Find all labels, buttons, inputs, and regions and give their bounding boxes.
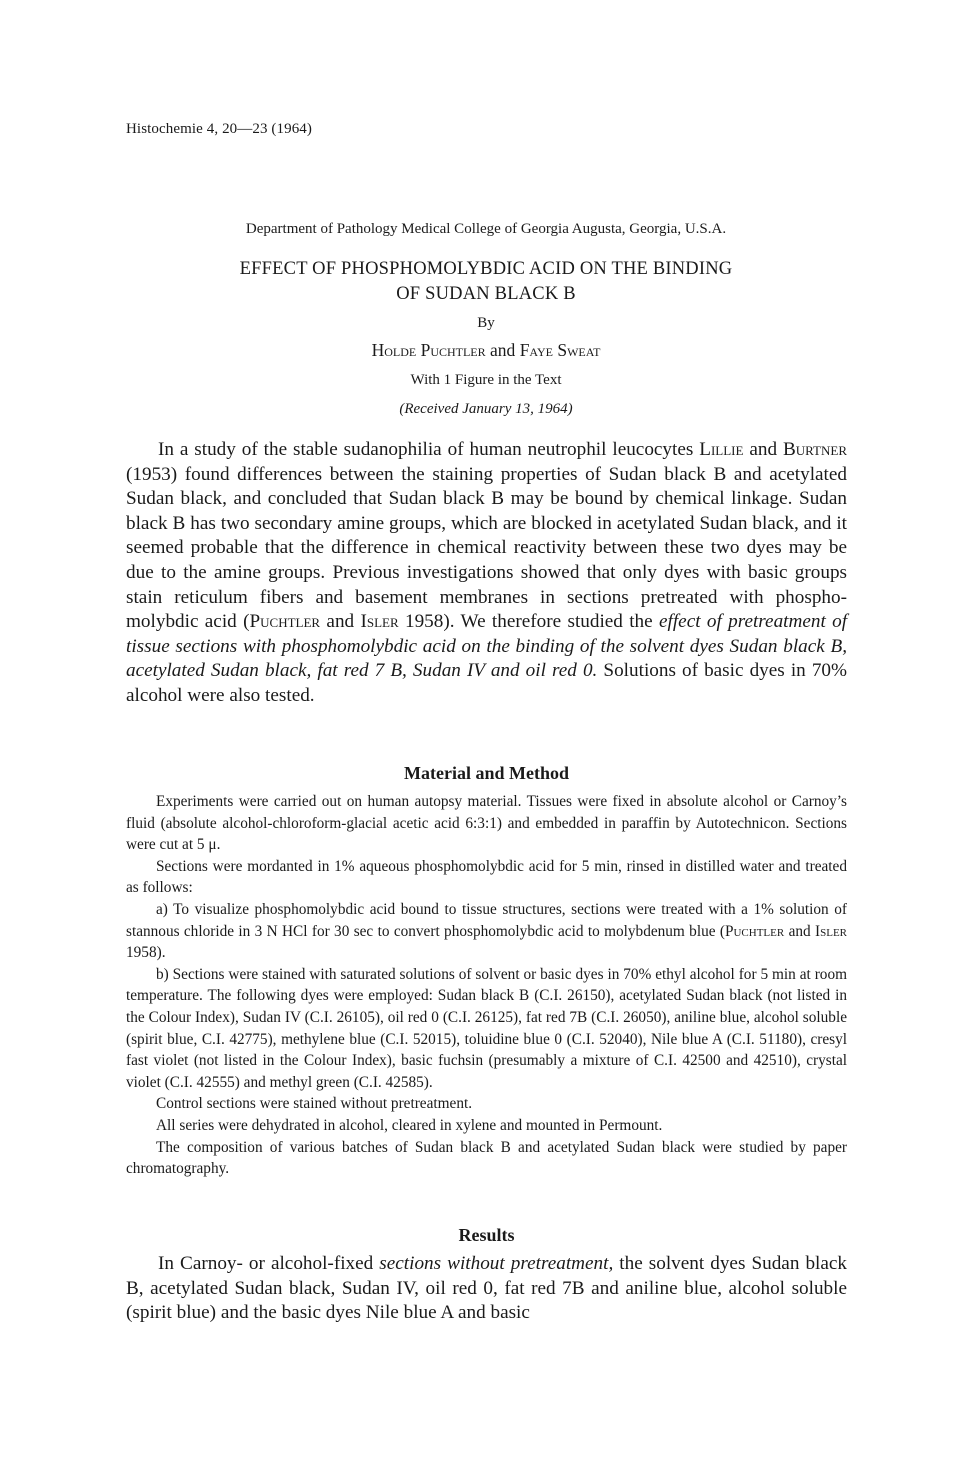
method-paragraph: The composition of various batches of Sudan black B and acetylated Sudan black were studied by paper chromatography. (126, 1138, 847, 1178)
intro-text: 1958). We therefore studied the (404, 611, 653, 633)
method-paragraph: Sections were mordanted in 1% aqueous phosphomolybdic acid for 5 min, rinsed in distilled water and treated as follows: (126, 857, 847, 897)
results-section (126, 1252, 847, 1326)
method-paragraph: All series were dehydrated in alcohol, cleared in xylene and mounted in Permount. (156, 1116, 663, 1134)
by-line: By (477, 315, 495, 331)
ref-isler: Isler (815, 922, 848, 940)
intro-text: (1953) found differences between the staining properties of Sudan black B and acetylated Sudan black, and concluded that Sudan black B may be bound by chemical linkage. Sudan black B has two secondary amine groups, which are blocked in acetylated Sudan black, and it seemed probable that the difference in chemical reactivity between these two dyes may be due to the amine groups. Previous investigations showed that only dyes with basic groups stain reticulum fibers and basement membranes in sections pretreated with phospho-molybdic acid ( (126, 463, 847, 633)
method-text: and (788, 922, 811, 940)
ref-burtner: Burtner (782, 439, 848, 460)
results-text: In Carnoy- or alcohol-fixed (158, 1253, 374, 1274)
results-paragraph (126, 1252, 847, 1326)
method-text: 1958). (126, 944, 166, 962)
ref-lillie: Lillie (699, 439, 744, 460)
author-1: Holde Puchtler (371, 340, 486, 360)
authors (126, 340, 846, 361)
authors-and: and (490, 340, 516, 360)
author-2: Faye Sweat (519, 340, 601, 360)
paper-title (126, 257, 846, 307)
ref-isler: Isler (360, 611, 399, 633)
title-line-1: EFFECT OF PHOSPHOMOLYBDIC ACID ON THE BINDING (239, 259, 733, 279)
intro-text: and (326, 611, 355, 633)
introduction (126, 438, 847, 709)
received-date: (Received January 13, 1964) (399, 401, 573, 417)
intro-paragraph (126, 438, 847, 709)
intro-text: In a study of the stable sudanophilia of human neutrophil leucocytes (158, 439, 694, 460)
journal-citation: Histochemie 4, 20—23 (1964) (126, 121, 313, 137)
intro-text: and (749, 439, 778, 460)
method-text: a) To visualize phosphomolybdic acid bound to tissue structures, sections were treated with a 1% solution of stannous chloride in 3 N HCl for 30 sec to convert phosphomolybdic acid to molybdenum blue ( (126, 900, 847, 940)
section-heading-method: Material and Method (404, 763, 569, 783)
results-text: the solvent dyes Sudan black B, acetylated Sudan black, Sudan IV, oil red 0, fat red 7B and aniline blue, alcohol soluble (spirit blue) and the basic dyes Nile blue A and basic (126, 1253, 848, 1324)
title-line-2: OF SUDAN BLACK B (396, 284, 576, 304)
results-emphasis: sections without pretreatment, (379, 1253, 614, 1274)
figures-note: With 1 Figure in the Text (410, 372, 562, 388)
section-heading-results: Results (458, 1225, 515, 1245)
ref-puchtler: Puchtler (724, 922, 785, 940)
intro-emphasis: effect of pretreatment of tissue sections with phosphomolybdic acid on the binding of the solvent dyes Sudan black B, acetylated Sudan black, fat red 7 B, Sudan IV and oil red 0. (126, 611, 848, 682)
intro-text: Solutions of basic dyes in 70% alcohol were also tested. (126, 660, 847, 706)
department-affiliation: Department of Pathology Medical College of Georgia Augusta, Georgia, U.S.A. (245, 221, 727, 237)
method-section (126, 791, 847, 1180)
method-paragraph: b) Sections were stained with saturated solutions of solvent or basic dyes in 70% ethyl alcohol for 5 min at room temperature. The following dyes were employed: Sudan black B (C.I. 26150), acetylated Sudan black (not listed in the Colour Index), Sudan IV (C.I. 26105), oil red 0 (C.I. 26125), fat red 7B (C.I. 26050), aniline blue, alcohol soluble (spirit blue, C.I. 42775), methylene blue (C.I. 52015), toluidine blue 0 (C.I. 52040), Nile blue A (C.I. 51180), cresyl fast violet (not listed in the Colour Index), basic fuchsin (presumably a mixture of C.I. 42500 and 42510), crystal violet (C.I. 42555) and methyl green (C.I. 42585). (126, 965, 847, 1091)
method-paragraph: Experiments were carried out on human autopsy material. Tissues were fixed in absolute alcohol or Carnoy’s fluid (absolute alcohol-chloroform-glacial acetic acid 6:3:1) and embedded in paraffin by Autotechnicon. Sections were cut at 5 μ. (126, 793, 847, 854)
method-paragraph (126, 899, 847, 964)
ref-puchtler: Puchtler (249, 611, 321, 633)
method-paragraph: Control sections were stained without pretreatment. (156, 1095, 473, 1113)
